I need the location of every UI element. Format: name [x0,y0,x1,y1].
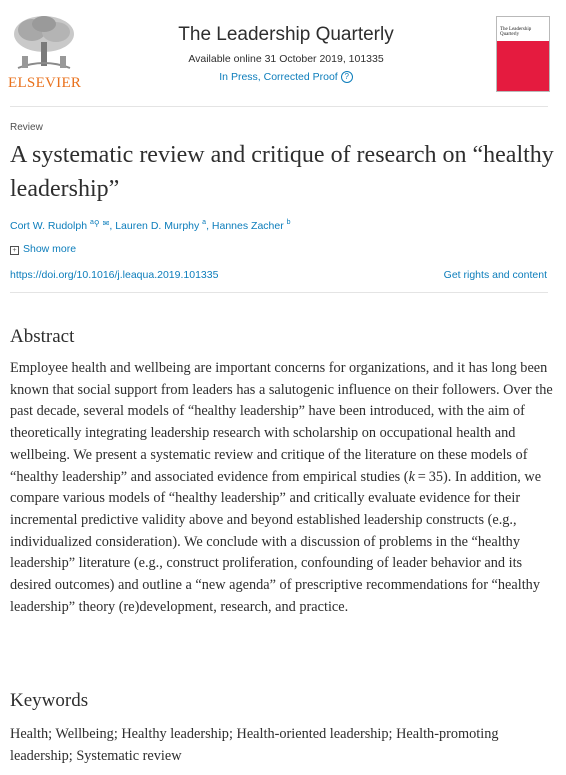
keyword: Health-promoting leadership [10,726,499,764]
mail-icon: ✉ [102,219,110,228]
doi-link[interactable]: https://doi.org/10.1016/j.leaqua.2019.101335 [10,269,219,281]
section-divider [10,292,548,293]
plus-icon: + [10,246,19,255]
in-press-link[interactable] [219,71,352,83]
abstract-text-part-2: ). In addition, we compare various models of “healthy leadership” and critically evaluate evidence for their incremental predictive validity above and beyond established leadership constructs (e.g., individualized consideration). We conclude with a discussion of problems in the “healthy leadership” literature (e.g., construct proliferation, confounding of leader behavior and its desired outcomes) and outline a “new agenda” of prescriptive recommendations for “healthy leadership” theory (re)development, research, and practice. [10,468,542,615]
keyword: Systematic review [76,748,182,764]
author-link[interactable] [115,220,206,232]
keyword: Wellbeing [55,726,114,742]
article-type: Review [10,122,43,133]
available-online-text: Available online 31 October 2019, 101335 [188,53,384,65]
k-symbol: k [408,468,415,485]
show-more-button[interactable] [10,243,76,255]
author-link[interactable] [10,220,109,232]
author-name: Cort W. Rudolph [10,220,88,232]
journal-cover-thumbnail[interactable] [496,16,550,92]
keyword: Health-oriented leadership [236,726,389,742]
author-affiliation: a [89,219,94,226]
abstract-text [10,358,558,618]
cover-title: The Leadership Quarterly [500,27,532,37]
journal-title-link[interactable]: The Leadership Quarterly [178,24,394,45]
info-circle-icon: ? [341,71,353,83]
author-affiliation: a [202,219,207,226]
author-link[interactable] [212,220,291,232]
author-name: Hannes Zacher [211,220,284,232]
person-icon: ⚲ [93,219,100,228]
get-rights-link[interactable]: Get rights and content [443,269,547,281]
elsevier-wordmark: ELSEVIER [8,75,82,91]
k-value: = 35 [414,468,444,485]
article-title: A systematic review and critique of research on “healthy leadership” [10,142,554,202]
article-header [0,0,566,105]
keyword: Health [10,726,49,742]
keyword: Healthy leadership [121,726,229,742]
abstract-text-part-1: Employee health and wellbeing are important concerns for organizations, and it has long been known that social support from leaders has a salutogenic influence on their followers. Over the past decade, several models of “healthy leadership” have been introduced, with the aim of theoretically integrating leadership research with scholarship on occupational health and wellbeing. We present a systematic review and critique of the literature on these models of “healthy leadership” and associated evidence from empirical studies ( [10,360,553,485]
in-press-label: In Press, Corrected Proof [219,71,338,83]
elsevier-logo[interactable] [8,12,80,92]
header-divider [10,106,548,107]
show-more-label: Show more [23,243,77,255]
keywords-heading: Keywords [10,690,89,711]
author-affiliation: b [286,219,291,226]
author-list: Cort W. Rudolph $^a$⚲ ✉, Lauren D. Murphy $^a$, Hannes Zacher $^b$ [10,219,291,232]
abstract-heading: Abstract [10,326,75,347]
author-name: Lauren D. Murphy [115,220,200,232]
journal-info [100,24,472,85]
tree-icon [8,12,80,74]
keywords-list: Health; Wellbeing; Healthy leadership; Health-oriented leadership; Health-promoting leadership; Systematic review [10,726,499,764]
